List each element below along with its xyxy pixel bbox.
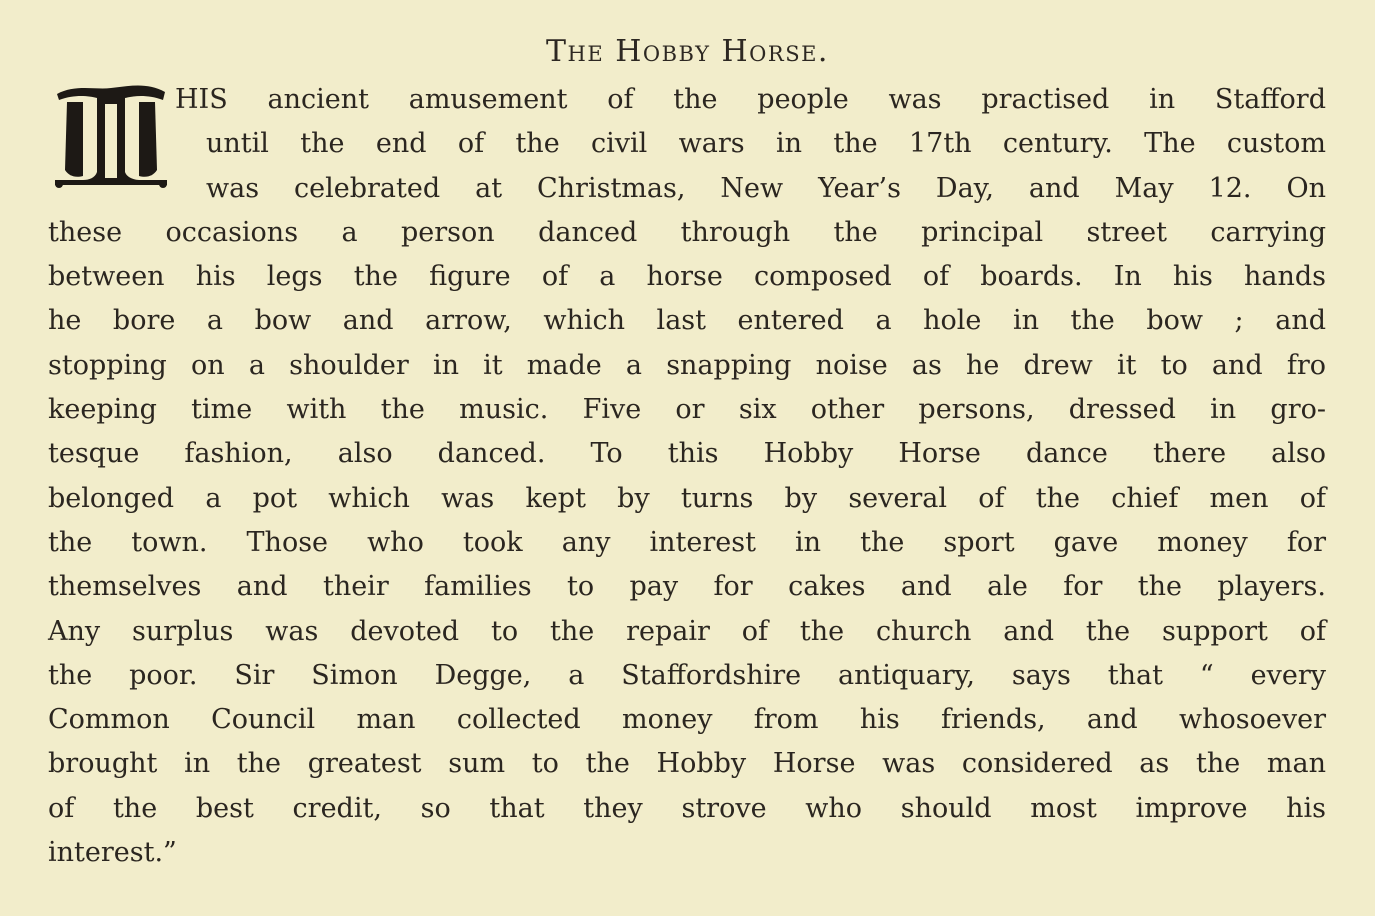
text-line: was celebrated at Christmas, New Year’s Day, and May 12. On	[206, 172, 1326, 204]
text-line: the town. Those who took any interest in the sport gave money for	[48, 526, 1326, 558]
text-line: these occasions a person danced through the principal street carrying	[48, 216, 1326, 248]
text-line: between his legs the figure of a horse composed of boards. In his hands	[48, 261, 1326, 293]
text-line: stopping on a shoulder in it made a snapping noise as he drew it to and fro	[48, 349, 1326, 381]
text-line: tesque fashion, also danced. To this Hobby Horse dance there also	[48, 438, 1326, 470]
article-body	[48, 78, 1326, 875]
text-line: Any surplus was devoted to the repair of the church and the support of	[48, 615, 1326, 647]
page-title: The Hobby Horse.	[546, 34, 829, 69]
text-line: interest.”	[48, 837, 177, 869]
text-line: he bore a bow and arrow, which last entered a hole in the bow ; and	[48, 305, 1326, 337]
text-line: belonged a pot which was kept by turns by several of the chief men of	[48, 482, 1326, 514]
text-line: of the best credit, so that they strove who should most improve his	[48, 792, 1326, 824]
text-line: brought in the greatest sum to the Hobby Horse was considered as the man	[48, 748, 1326, 780]
text-line: themselves and their families to pay for cakes and ale for the players.	[48, 571, 1326, 603]
text-line: keeping time with the music. Five or six other persons, dressed in gro-	[48, 394, 1326, 426]
text-line: Common Council man collected money from his friends, and whosoever	[48, 704, 1326, 736]
text-line: until the end of the civil wars in the 17th century. The custom	[206, 128, 1326, 160]
text-line: the poor. Sir Simon Degge, a Staffordshire antiquary, says that “ every	[48, 659, 1326, 691]
text-line: HIS ancient amusement of the people was practised in Stafford	[175, 84, 1326, 115]
